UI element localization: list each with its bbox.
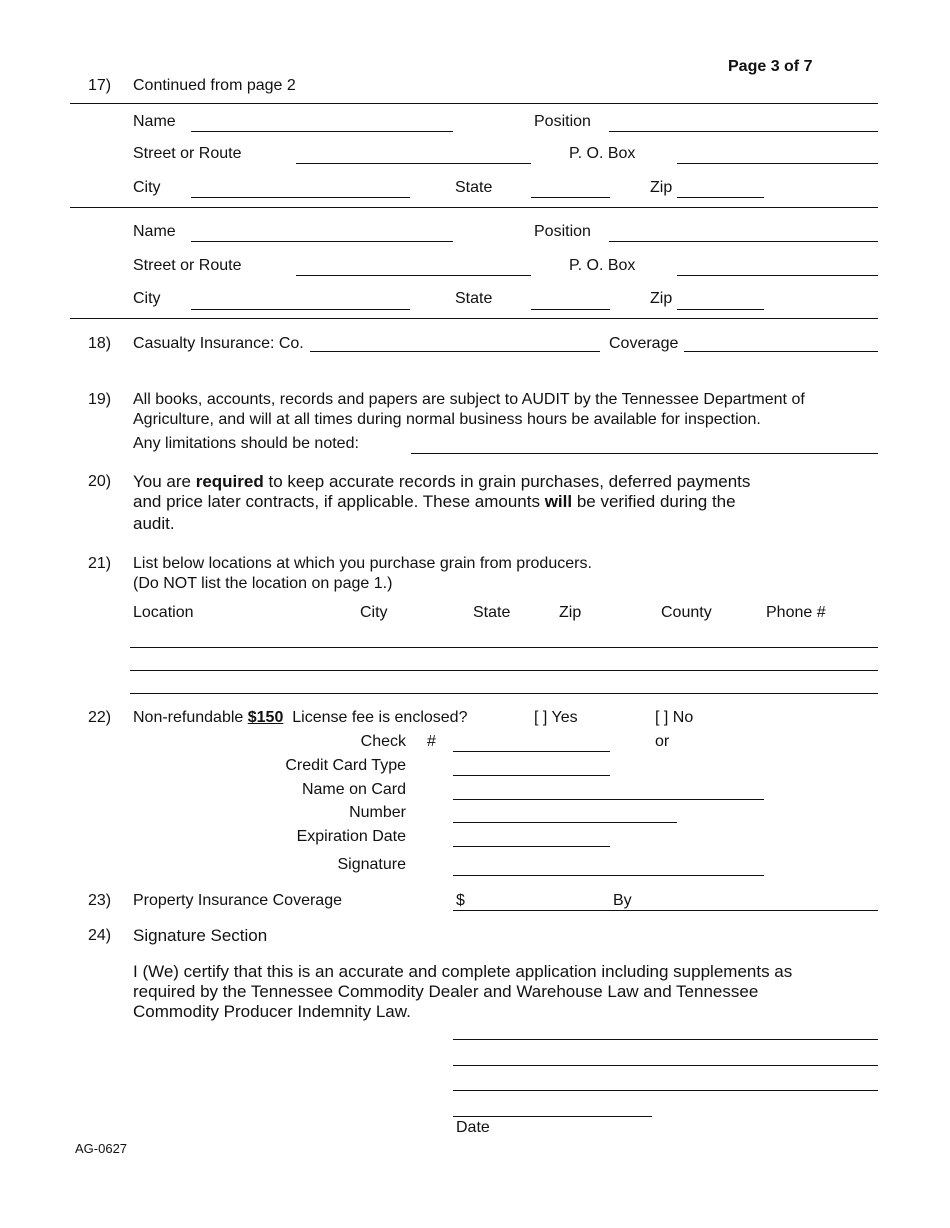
check-hash: # xyxy=(427,733,436,750)
license-fee-question: Non-refundable $150 License fee is enclosed? xyxy=(133,709,468,726)
section-17-title: Continued from page 2 xyxy=(133,77,296,94)
pobox-field-2[interactable] xyxy=(677,275,878,276)
section-22-number: 22) xyxy=(88,709,112,726)
form-id: AG-0627 xyxy=(75,1141,128,1156)
name-label-1: Name xyxy=(133,113,176,130)
location-row-3[interactable] xyxy=(130,693,878,694)
check-label: Check xyxy=(360,733,406,750)
city-field-2[interactable] xyxy=(191,309,410,310)
state-field-1[interactable] xyxy=(531,197,610,198)
records-text-line-2: and price later contracts, if applicable. These amounts will be verified during the xyxy=(133,492,736,511)
name-on-card-label: Name on Card xyxy=(301,781,406,798)
or-text: or xyxy=(655,733,670,750)
pobox-label-1: P. O. Box xyxy=(569,145,636,162)
zip-label-1: Zip xyxy=(650,179,673,196)
section-divider xyxy=(70,207,878,208)
zip-field-2[interactable] xyxy=(677,309,764,310)
audit-text-line-1: All books, accounts, records and papers are subject to AUDIT by the Tennessee Department of xyxy=(133,391,805,408)
locations-text-line-1: List below locations at which you purchase grain from producers. xyxy=(133,555,592,572)
street-field-2[interactable] xyxy=(296,275,531,276)
city-label-1: City xyxy=(133,179,161,196)
column-header-phone: Phone # xyxy=(766,604,826,621)
date-label: Date xyxy=(456,1119,490,1136)
coverage-label: Coverage xyxy=(609,335,679,352)
page-number: Page 3 of 7 xyxy=(728,58,813,75)
credit-card-type-label: Credit Card Type xyxy=(285,757,406,774)
casualty-insurance-field[interactable] xyxy=(310,351,600,352)
fee-no-checkbox[interactable]: [ ] No xyxy=(655,709,694,726)
pobox-label-2: P. O. Box xyxy=(569,257,636,274)
property-insurance-label: Property Insurance Coverage xyxy=(133,892,342,909)
signature-section-title: Signature Section xyxy=(133,926,268,945)
street-label-1: Street or Route xyxy=(133,145,242,162)
card-number-label: Number xyxy=(349,804,406,821)
expiration-date-field[interactable] xyxy=(453,846,610,847)
records-text-line-1: You are required to keep accurate records in grain purchases, deferred payments xyxy=(133,472,751,491)
state-label-1: State xyxy=(455,179,493,196)
name-on-card-field[interactable] xyxy=(453,799,764,800)
zip-label-2: Zip xyxy=(650,290,673,307)
signature-line-3[interactable] xyxy=(453,1090,878,1091)
column-header-county: County xyxy=(661,604,712,621)
section-23-number: 23) xyxy=(88,892,112,909)
coverage-field[interactable] xyxy=(684,351,878,352)
location-row-1[interactable] xyxy=(130,647,878,648)
limitations-label: Any limitations should be noted: xyxy=(133,435,359,452)
section-21-number: 21) xyxy=(88,555,112,572)
name-label-2: Name xyxy=(133,223,176,240)
fee-yes-checkbox[interactable]: [ ] Yes xyxy=(534,709,578,726)
card-signature-field[interactable] xyxy=(453,875,764,876)
column-header-zip: Zip xyxy=(559,604,582,621)
certification-line-2: required by the Tennessee Commodity Dealer and Warehouse Law and Tennessee xyxy=(133,982,759,1001)
column-header-city: City xyxy=(360,604,388,621)
section-19-number: 19) xyxy=(88,391,112,408)
date-field[interactable] xyxy=(453,1116,652,1117)
locations-text-line-2: (Do NOT list the location on page 1.) xyxy=(133,575,393,592)
name-field-1[interactable] xyxy=(191,131,453,132)
position-field-1[interactable] xyxy=(609,131,878,132)
pobox-field-1[interactable] xyxy=(677,163,878,164)
column-header-location: Location xyxy=(133,604,194,621)
dollar-sign: $ xyxy=(456,892,465,909)
position-field-2[interactable] xyxy=(609,241,878,242)
expiration-date-label: Expiration Date xyxy=(296,828,406,845)
position-label-2: Position xyxy=(534,223,591,240)
section-divider xyxy=(70,103,878,104)
section-20-number: 20) xyxy=(88,473,112,490)
property-insurance-field[interactable] xyxy=(453,910,878,911)
credit-card-type-field[interactable] xyxy=(453,775,610,776)
audit-text-line-2: Agriculture, and will at all times during normal business hours be available for inspection. xyxy=(133,411,761,428)
certification-line-3: Commodity Producer Indemnity Law. xyxy=(133,1002,411,1021)
signature-line-2[interactable] xyxy=(453,1065,878,1066)
section-18-number: 18) xyxy=(88,335,112,352)
section-divider xyxy=(70,318,878,319)
state-label-2: State xyxy=(455,290,493,307)
card-signature-label: Signature xyxy=(337,856,406,873)
section-24-number: 24) xyxy=(88,927,112,944)
check-number-field[interactable] xyxy=(453,751,610,752)
by-label: By xyxy=(613,892,632,909)
location-row-2[interactable] xyxy=(130,670,878,671)
signature-line-1[interactable] xyxy=(453,1039,878,1040)
position-label-1: Position xyxy=(534,113,591,130)
zip-field-1[interactable] xyxy=(677,197,764,198)
casualty-insurance-label: Casualty Insurance: Co. xyxy=(133,335,304,352)
certification-line-1: I (We) certify that this is an accurate and complete application including supplements as xyxy=(133,962,793,981)
section-17-number: 17) xyxy=(88,77,112,94)
city-field-1[interactable] xyxy=(191,197,410,198)
state-field-2[interactable] xyxy=(531,309,610,310)
street-label-2: Street or Route xyxy=(133,257,242,274)
records-text-line-3: audit. xyxy=(133,514,175,533)
name-field-2[interactable] xyxy=(191,241,453,242)
city-label-2: City xyxy=(133,290,161,307)
column-header-state: State xyxy=(473,604,511,621)
limitations-field[interactable] xyxy=(411,453,878,454)
street-field-1[interactable] xyxy=(296,163,531,164)
card-number-field[interactable] xyxy=(453,822,677,823)
